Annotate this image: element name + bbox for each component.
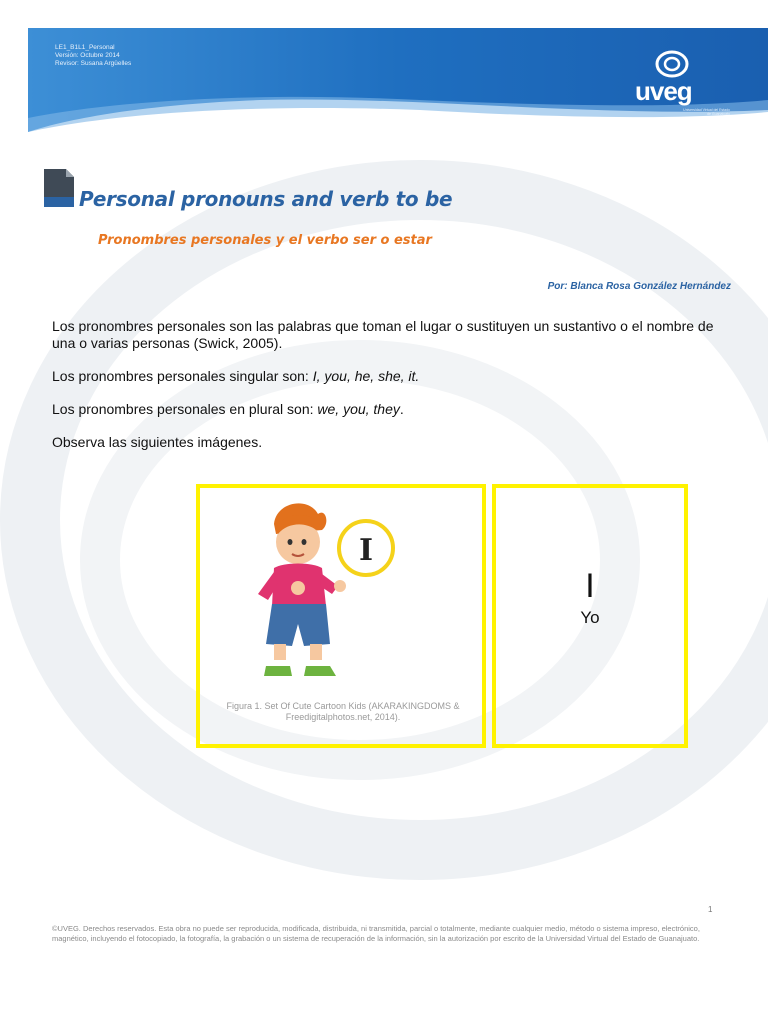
page-subtitle: Pronombres personales y el verbo ser o estar <box>98 233 432 248</box>
paragraph-plural <box>52 401 732 418</box>
paragraph-definition: Los pronombres personales son las palabras que toman el lugar o sustituyen un sustantivo o el nombre de una o varias personas (Swick, 2005). <box>52 318 714 351</box>
cartoon-boy-illustration <box>246 494 446 684</box>
figure-translation-box <box>492 484 688 748</box>
singular-pronouns: I, you, he, she, it. <box>312 368 420 384</box>
plural-prefix: Los pronombres personales en plural son: <box>52 401 318 417</box>
meta-reviewer: Revisor: Susana Argüelles <box>55 60 132 67</box>
bubble-letter: I <box>358 533 374 568</box>
paragraph-instruction: Observa las siguientes imágenes. <box>52 434 263 450</box>
figure-image-box <box>196 484 486 748</box>
pronoun-english: I <box>585 567 595 605</box>
plural-suffix: . <box>399 401 404 417</box>
page-number: 1 <box>708 905 713 914</box>
singular-prefix: Los pronombres personales singular son: <box>52 368 313 384</box>
logo-subtext: Universidad Virtual del Estado de Guanajuato <box>683 108 730 116</box>
logo-wordmark: uveg <box>635 76 692 106</box>
pronoun-spanish: Yo <box>580 608 600 627</box>
document-icon <box>42 167 76 209</box>
document-meta <box>55 44 131 68</box>
meta-version: Versión: Octubre 2014 <box>55 52 120 59</box>
figure-caption: Figura 1. Set Of Cute Cartoon Kids (AKARAKINGDOMS & Freedigitalphotos.net, 2014). <box>226 701 460 722</box>
meta-code: LE1_B1L1_Personal <box>55 44 115 51</box>
copyright-footer: ©UVEG. Derechos reservados. Esta obra no puede ser reproducida, modificada, distribuida, ni transmitida, parcial o totalmente, mediante cualquier medio, método o sistema impreso, electrónico, magnético, incluyendo el fotocopiado, la fotografía, la grabación o un sistema de recuperación de la información, sin la autorización por escrito de la Universidad Virtual del Estado de Guanajuato. <box>52 924 700 943</box>
author-line: Por: Blanca Rosa González Hernández <box>547 281 731 292</box>
plural-pronouns: we, you, they <box>317 401 400 417</box>
uveg-logo <box>630 48 730 120</box>
page-title: Personal pronouns and verb to be <box>79 187 453 211</box>
paragraph-singular <box>52 368 732 385</box>
